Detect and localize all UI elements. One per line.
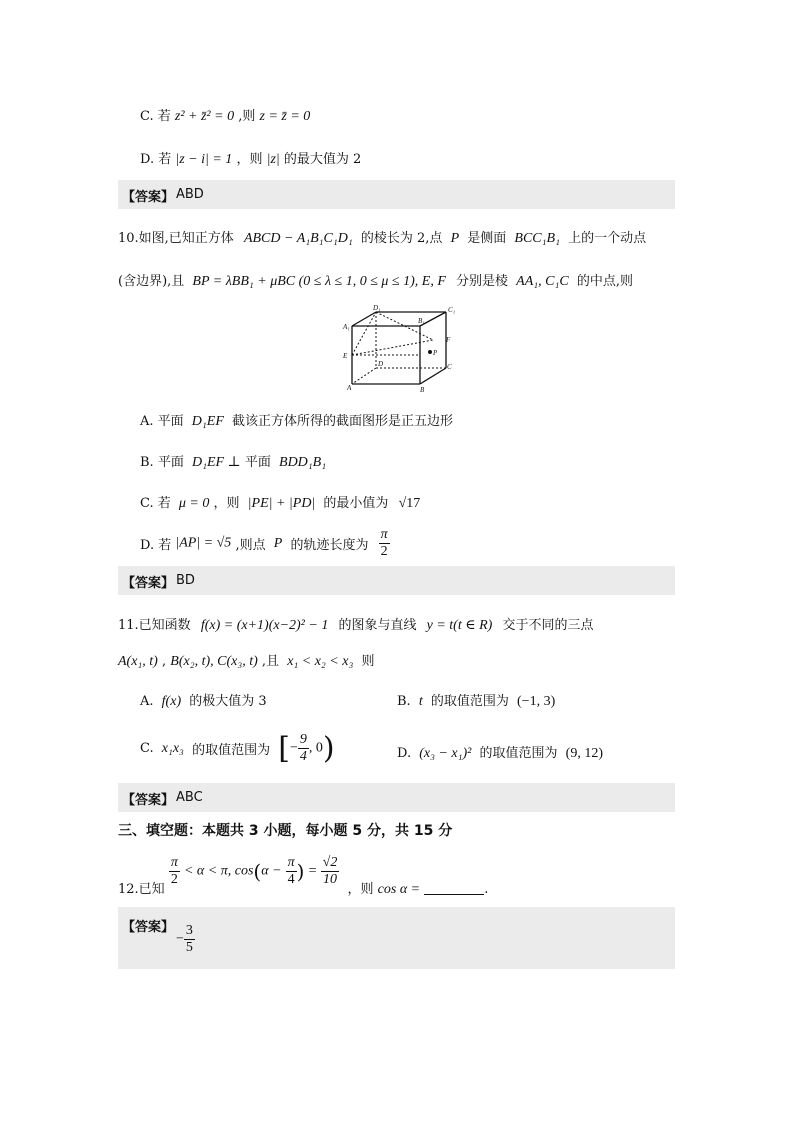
fraction [286,855,297,888]
math-expression: AA₁, C₁C [516,274,569,289]
math-expression: x₁ < x₂ < x₃ [287,654,354,669]
math-expression: |z − i| = 1 [175,152,233,167]
q11-option-a [140,690,267,710]
q9-option-d [140,148,361,168]
answer-value: BD [176,573,195,588]
math-expression: BCC₁B₁ [514,231,560,246]
math-expression: √17 [398,496,421,511]
math-expression: BP = λBB₁ + μBC (0 ≤ λ ≤ 1, 0 ≤ μ ≤ 1), E, F [192,274,446,289]
math-expression: D₁EF ⊥ [191,455,241,470]
text: 交于不同的三点 [502,618,594,633]
math-expression: D₁EF [191,414,224,429]
q10-stem-line1 [118,227,646,247]
math-expression: P [450,231,460,246]
q12-stem [118,855,488,898]
equals-sign: = [308,863,317,879]
option-label: C. [140,741,154,756]
math-expression: |PE| + |PD| [247,496,316,511]
option-label: B. 平面 [140,455,184,470]
math-expression: f(x) = (x+1)(x−2)² − 1 [200,618,329,633]
figure-label-e: E [343,352,348,360]
option-label: A. 平面 [140,414,184,429]
text: ,则 [238,109,256,124]
left-paren: ( [253,859,262,884]
text: 是侧面 [467,231,507,246]
q10-stem-line2 [118,270,633,290]
fraction [184,923,195,956]
fraction-numerator: π [286,855,297,872]
text: 的取值范围为 [479,746,558,761]
fraction-numerator: √2 [321,855,340,872]
text: 的取值范围为 [192,743,271,758]
math-expression: A(x₁, t) [118,654,158,669]
text: 的极大值为 3 [189,694,267,709]
text: 的棱长为 2,点 [360,231,443,246]
text: 11.已知函数 [118,618,191,633]
fraction-numerator: 3 [184,923,195,940]
option-label: D. 若 [140,152,172,167]
q10-option-b [140,451,326,471]
math-expression: x₁x₃ [161,740,184,756]
right-paren: ) [296,859,305,884]
figure-label-b: B [420,386,425,392]
text: ,且 [261,654,280,669]
math-expression: z² + z̄² = 0 [174,109,235,124]
figure-label-b1: B₁ [418,317,425,325]
math-expression: α − [261,863,282,879]
left-bracket: [ [278,731,290,766]
text: 截该正方体所得的截面图形是正五边形 [232,414,454,429]
q10-option-a [140,410,453,430]
math-expression: cos α = [377,882,421,898]
math-expression: f(x) [161,694,182,709]
q11-option-b [397,690,555,710]
answer-blank[interactable] [424,894,484,895]
math-expression: t [418,694,423,709]
figure-label-a: A [347,384,352,392]
figure-label-d1: D₁ [373,304,381,312]
fraction [321,855,340,888]
option-label: B. [397,694,411,709]
figure-label-d: D [378,360,384,368]
text: ,则点 [235,538,266,554]
math-expression: B(x₂, t), C(x₃, t) [170,654,258,669]
text: (含边界),且 [118,274,185,289]
math-expression: (9, 12) [565,746,603,761]
answer-bar-12 [118,907,675,969]
q10-option-c [140,492,420,512]
q10-option-d [140,527,390,560]
answer-label: 【答案】 [122,793,175,808]
q11-stem-line1 [118,614,593,634]
math-expression: (−1, 3) [517,694,556,709]
answer-value: ABD [176,187,204,202]
answer-value [176,923,195,956]
text: . [484,882,489,898]
option-label: C. 若 [140,109,171,124]
text: ，则 [236,152,263,167]
text: 平面 [244,455,271,470]
math-expression: μ = 0 [178,496,210,511]
fraction-denominator: 4 [299,749,307,764]
answer-label: 【答案】 [122,920,175,935]
minus-sign: − [289,740,298,756]
fraction-denominator: 2 [380,544,388,560]
text: ，则 [213,496,240,511]
fraction [379,527,390,560]
figure-label-a1: A₁ [343,323,350,331]
text: 则 [361,654,375,669]
math-expression: y = t(t ∈ R) [426,618,493,633]
math-expression: (x₃ − x₁)² [419,746,472,761]
text: 上的一个动点 [568,231,647,246]
option-label: D. [397,746,412,761]
fraction-denominator: 2 [170,872,178,888]
q11-option-c [140,731,335,766]
figure-label-c: C [447,363,452,371]
math-expression: P [273,535,283,551]
fraction-denominator: 4 [287,872,295,888]
text: 分别是棱 [456,274,509,289]
text: , [162,654,167,669]
figure-label-p: P [433,349,438,357]
fraction-denominator: 10 [323,872,338,888]
text: 的中点,则 [576,274,633,289]
math-expression: |AP| = √5 [175,535,232,551]
option-label: A. [140,694,154,709]
right-paren: ) [322,731,335,766]
math-expression: ABCD − A₁B₁C₁D₁ [243,231,353,246]
math-expression: BDD₁B₁ [279,455,327,470]
minus-sign: − [176,931,184,947]
answer-label: 【答案】 [122,190,175,205]
section-heading: 三、填空题：本题共 3 小题，每小题 5 分，共 15 分 [118,823,453,839]
fraction [298,732,309,765]
fraction-numerator: 9 [298,732,309,749]
math-expression: , 0 [308,740,323,756]
answer-bar-9 [118,180,675,209]
text: 的图象与直线 [338,618,417,633]
text: 的最小值为 [323,496,389,511]
option-label: D. 若 [140,538,172,554]
answer-value: ABC [176,790,203,805]
text: ，则 [347,882,374,898]
fraction-numerator: π [379,527,390,544]
text: 的轨迹长度为 [290,538,369,554]
cube-figure [338,302,462,392]
text: 10.如图,已知正方体 [118,231,234,246]
fraction-denominator: 5 [185,940,193,956]
text: 12.已知 [118,882,165,898]
math-expression: |z| [266,152,280,167]
answer-bar-11 [118,783,675,812]
text: 的最大值为 2 [283,152,362,167]
text: 的取值范围为 [430,694,509,709]
fraction-numerator: π [169,855,180,872]
option-label: C. 若 [140,496,171,511]
figure-label-c1: C₁ [448,306,456,314]
answer-bar-10 [118,566,675,595]
math-expression: z = z̄ = 0 [259,109,311,124]
q11-stem-line2 [118,650,374,670]
q11-option-d [397,742,603,762]
fraction [169,855,180,888]
answer-label: 【答案】 [122,576,175,591]
figure-label-f: F [446,336,451,344]
q9-option-c [140,105,310,125]
point-p [428,350,432,354]
math-expression: < α < π, cos [183,863,254,879]
